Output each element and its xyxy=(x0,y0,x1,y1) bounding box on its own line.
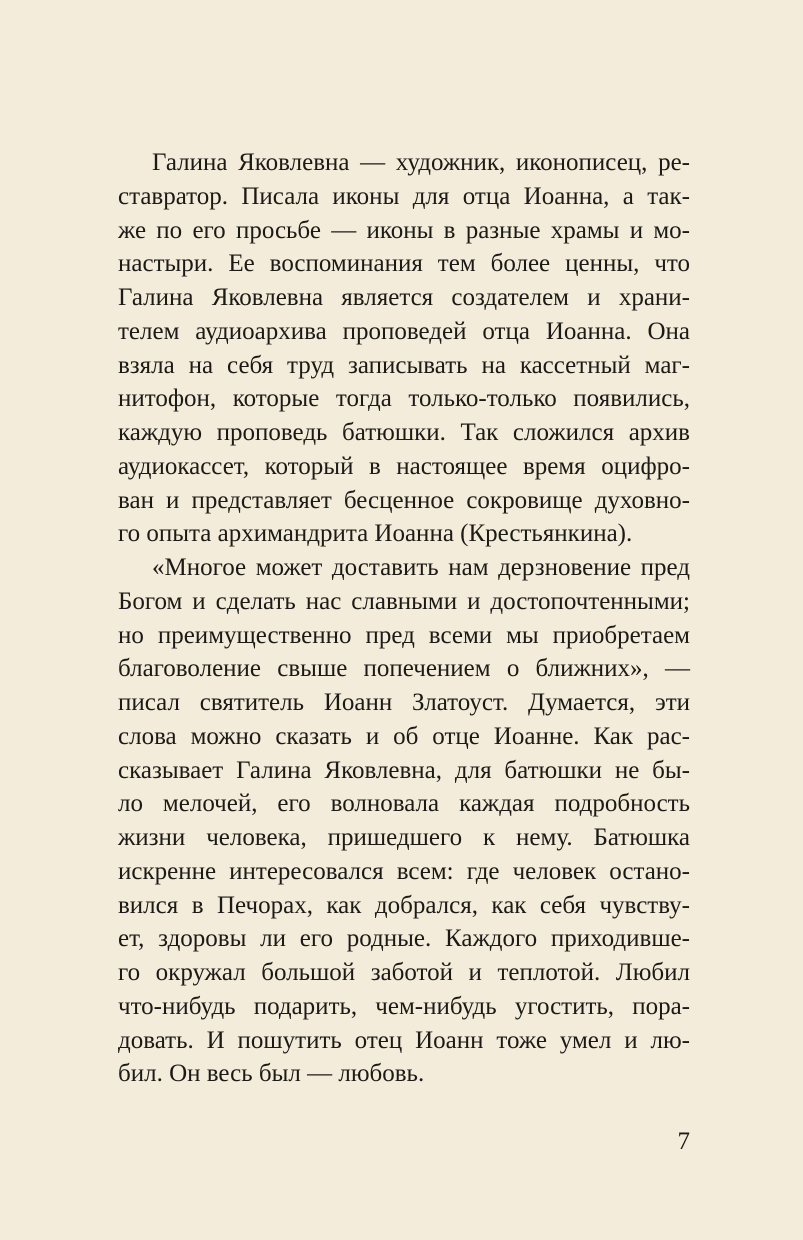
text-line: же по его просьбе — иконы в разные храмы и мо- xyxy=(118,216,690,244)
paragraph xyxy=(118,146,690,551)
text-line: ет, здоровы ли его родные. Каждого приходивше- xyxy=(118,925,690,953)
body-text xyxy=(118,146,690,1091)
text-line: настыри. Ее воспоминания тем более ценны, что xyxy=(118,250,690,278)
text-line: го опыта архимандрита Иоанна (Крестьянкина). xyxy=(118,520,633,548)
text-line: что-нибудь подарить, чем-нибудь угостить, пора- xyxy=(118,992,690,1020)
text-line: аудиокассет, который в настоящее время оцифро- xyxy=(118,452,690,480)
text-line: жизни человека, пришедшего к нему. Батюшка xyxy=(118,824,690,851)
text-line: «Многое может доставить нам дерзновение пред xyxy=(152,554,690,581)
text-line: каждую проповедь батюшки. Так сложился архив xyxy=(118,419,690,446)
text-line: телем аудиоархива проповедей отца Иоанна. Она xyxy=(118,317,690,345)
text-line: сказывает Галина Яковлевна, для батюшки не бы- xyxy=(118,756,690,784)
text-line: Галина Яковлевна — художник, иконописец, ре- xyxy=(152,149,690,176)
text-line: слова можно сказать и об отце Иоанне. Как рас- xyxy=(118,722,690,750)
text-line: ло мелочей, его волновала каждая подробность xyxy=(118,790,690,818)
text-line: искренне интересовался всем: где человек остано- xyxy=(118,857,690,885)
text-line: благоволение свыше попечением о ближних», — xyxy=(118,655,690,683)
text-line: ван и представляет бесценное сокровище духовно- xyxy=(118,486,690,514)
text-line: ставратор. Писала иконы для отца Иоанна, а так- xyxy=(118,182,690,210)
text-line: писал святитель Иоанн Златоуст. Думается, эти xyxy=(118,689,690,716)
text-line: го окружал большой заботой и теплотой. Любил xyxy=(118,959,690,986)
page-number: 7 xyxy=(677,1128,690,1155)
text-line: но преимущественно пред всеми мы приобретаем xyxy=(118,621,690,649)
text-line: вился в Печорах, как добрался, как себя чувству- xyxy=(118,891,690,919)
text-line: Богом и сделать нас славными и достопочтенными; xyxy=(118,587,690,615)
text-line: Галина Яковлевна является создателем и храни- xyxy=(118,284,690,311)
text-line: нитофон, которые тогда только-только появились, xyxy=(118,385,690,413)
text-line: взяла на себя труд записывать на кассетный маг- xyxy=(118,351,690,379)
paragraph xyxy=(118,551,690,1091)
text-line: бил. Он весь был — любовь. xyxy=(118,1060,425,1088)
text-line: довать. И пошутить отец Иоанн тоже умел и лю- xyxy=(118,1026,690,1054)
